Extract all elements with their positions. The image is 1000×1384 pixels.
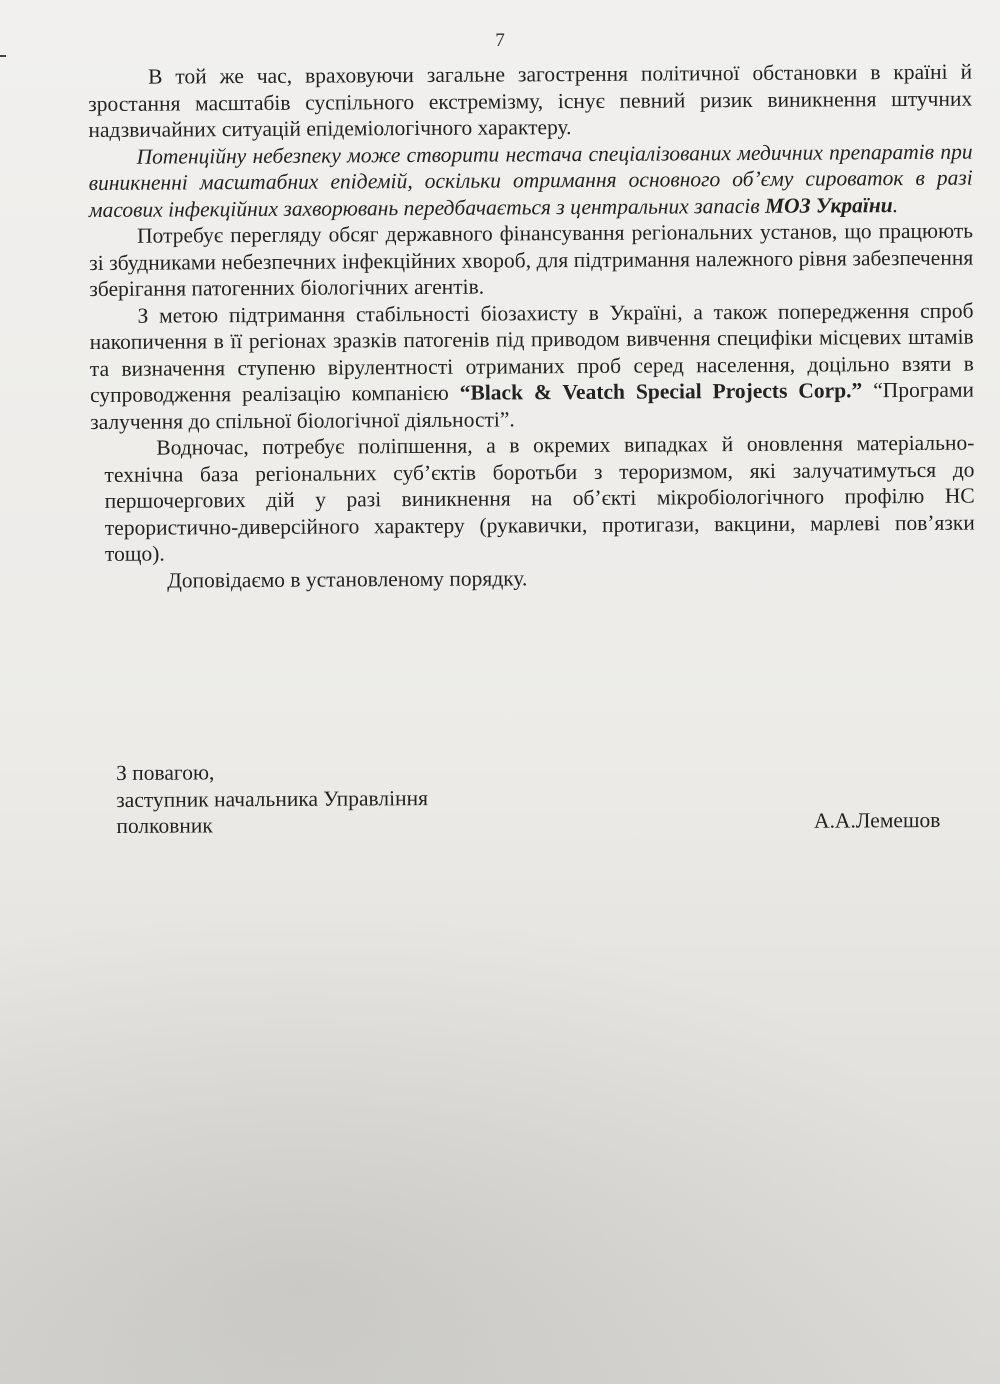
page-shadow (0, 900, 1000, 1384)
paragraph-medical-shortage (88, 138, 972, 223)
edge-mark (0, 55, 6, 57)
signer-name: А.А.Лемешов (813, 807, 941, 833)
paragraph-medical-shortage-end: . (892, 192, 899, 217)
paragraph-biosecurity-text: З метою підтримання стабільності біозахисту в Україні, а також попередження спроб накопичення в її регіонах зразків патогенів під приводом вивчення специфіки місцевих штамів та визначення ступеню вірулентності отриманих проб серед населення, доцільно взяти в супроводження реалізацію компанією (89, 298, 974, 407)
paragraph-medical-shortage-text: Потенційну небезпеку може створити нестача спеціалізованих медичних препаратів при виникненні масштабних епідемій, оскільки отримання основного об’єму сироваток в разі масових інфекційних захворювань передбачається з центральних запасів (88, 139, 973, 222)
paragraph-political-situation: В той же час, враховуючи загальне загострення політичної обстановки в країні й зростання масштабів суспільного екстремізму, існує певний ризик виникнення штучних надзвичайних ситуацій епідеміологічного характеру. (88, 59, 973, 142)
letter-body (88, 59, 975, 594)
ministry-name: МОЗ України (764, 192, 893, 218)
program-name: “Програми залучення до спільної біологічної діяльності”. (90, 377, 975, 434)
paragraph-equipment: Водночас, потребує поліпшення, а в окремих випадках й оновлення матеріально-технічна база регіональних суб’єктів боротьби з тероризмом, які залучатимуться до першочергових дій у разі виникнення на об’єкті мікробіологічного профілю НС терористично-диверсійного характеру (рукавички, протигази, вакцини, марлеві пов’язки тощо). (104, 430, 975, 566)
page-number: 7 (495, 30, 505, 51)
company-name: “Black & Veatch Special Projects Corp.” (459, 378, 863, 405)
signature-position: заступник начальника Управління (116, 785, 429, 812)
signature-block (116, 755, 976, 840)
paragraph-biosecurity (89, 297, 974, 435)
signature-greeting: З повагою, (116, 760, 215, 785)
signature-rank: полковник (116, 813, 213, 838)
paragraph-report: Доповідаємо в установленому порядку. (167, 565, 528, 593)
paragraph-funding: Потребує перегляду обсяг державного фінансування регіональних установ, що працюють зі збудниками небезпечних інфекційних хвороб, для підтримання належного рівня забезпечення зберігання патогенних біологічних агентів. (89, 218, 974, 301)
